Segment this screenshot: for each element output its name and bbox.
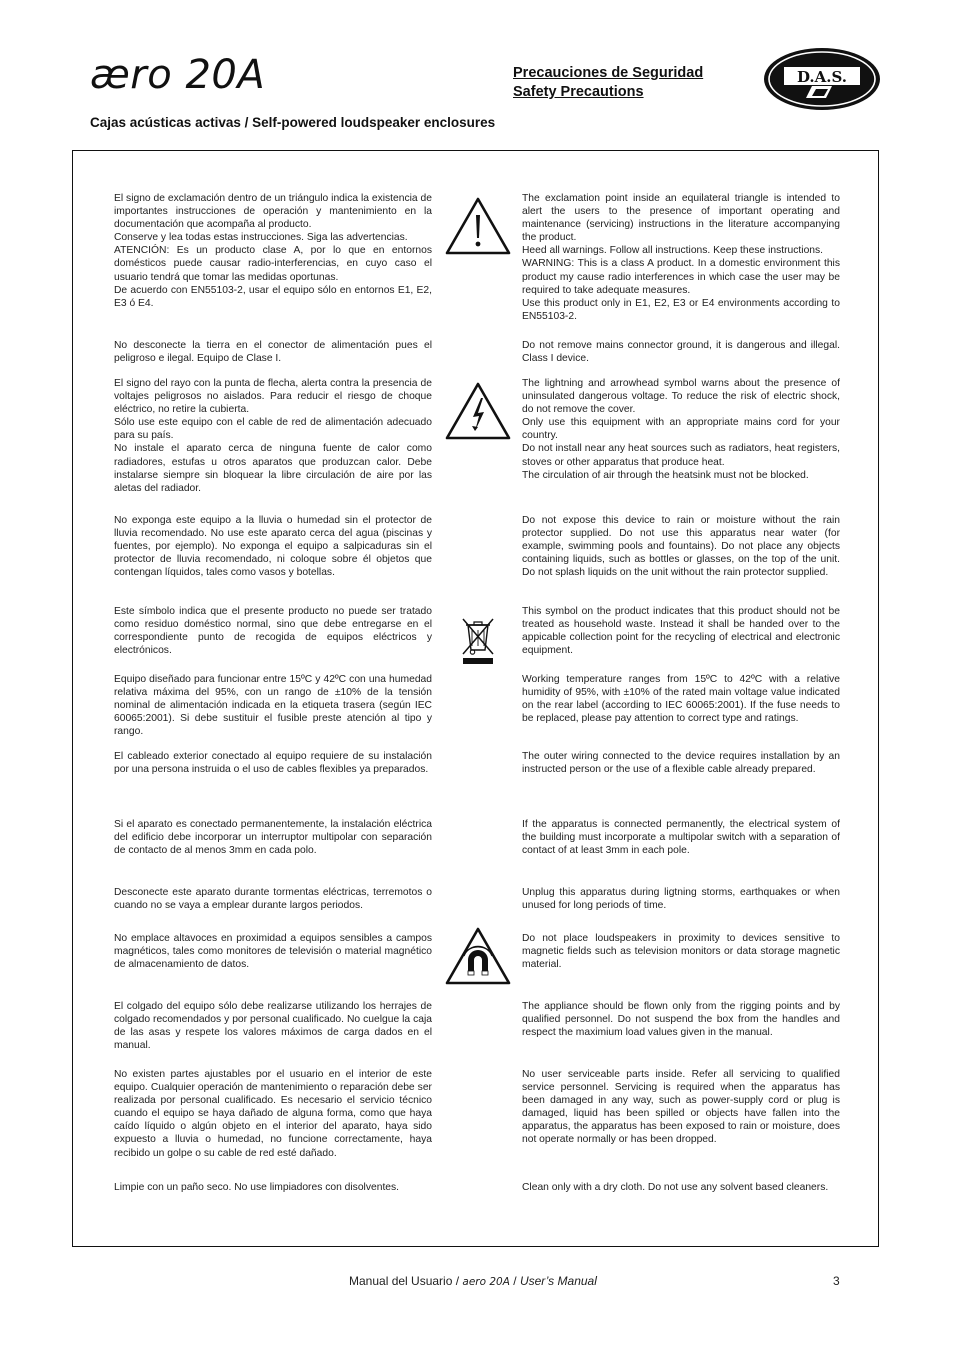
es-paragraph-permanent: Si el aparato es conectado permanentemente, la instalación eléctrica del edificio debe incorporar un interruptor multipolar con separación de contacto de al menos 3mm en cada polo. bbox=[114, 819, 432, 857]
es-paragraph-temperature: Equipo diseñado para funcionar entre 15ºC y 42ºC con una humedad relativa máxima del 95%, con un rango de ±10% de la tensión nominal de alimentación indicada en la etiqueta trasera (según IEC 60065:2001). Si debe sustituir el fusible preste atención al tipo y rango. bbox=[114, 674, 432, 738]
en-paragraph-wiring: The outer wiring connected to the device requires installation by an instructed person or the use of a flexible cable already prepared. bbox=[522, 751, 840, 776]
es-paragraph-weee: Este símbolo indica que el presente producto no puede ser tratado como residuo doméstico normal, sino que debe entregarse en el correspondiente punto de recogida de equipos eléctricos y electrónicos. bbox=[114, 606, 432, 657]
en-paragraph-lightning: The lightning and arrowhead symbol warns about the presence of uninsulated dangerous voltage. To reduce the risk of electric shock, do not remove the cover. Only use this equipment with an appropriate mains cord for your country. Do not install near any heat sources such as radiators, heat registers, stoves or other apparatus that produce heat. The circulation of air through the heatsink must not be blocked. bbox=[522, 378, 840, 481]
heading-spanish: Precauciones de Seguridad bbox=[513, 65, 704, 81]
es-paragraph-exclamation: El signo de exclamación dentro de un triángulo indica la existencia de importantes instrucciones de operación y mantenimiento en la documentación que acompaña al producto. Conserve y lea todas estas instrucciones. Siga las advertencias. ATENCIÓN: Es un producto clase A, por lo que en entornos domésticos puede causar radio-interferencias, en cuyo caso el usuario tendrá que tomar las medidas oportunas. De acuerdo con EN55103-2, usar el equipo sólo en entornos E1, E2, E3 ó E4. bbox=[114, 193, 432, 309]
es-paragraph-servicing: No existen partes ajustables por el usuario en el interior de este equipo. Cualquier operación de mantenimiento o reparación debe ser realizada por personal cualificado. Es necesario el servicio técnico cuando el equipo se haya dañado de alguna forma, como que haya caído líquido o algún objeto en el interior del aparato, haya sido expuesto a lluvia o humedad, no funcione correctamente, haya recibido un golpe o su cable de red esté dañado. bbox=[114, 1069, 432, 1159]
en-paragraph-temperature: Working temperature ranges from 15ºC to 42ºC with a relative humidity of 95%, with ±10% of the rated main voltage value indicated on the rear label (according to IEC 60065:2001). If the fuse needs to be replaced, please pay attention to correct type and ratings. bbox=[522, 674, 840, 725]
es-paragraph-lightning: El signo del rayo con la punta de flecha, alerta contra la presencia de voltajes peligrosos no aislados. Para reducir el riesgo de choque eléctrico, no retire la cubierta. Sólo use este equipo con el cable de red de alimentación adecuado para su país. No instale el aparato cerca de ninguna fuente de calor como radiadores, estufas u otros aparatos que produzcan calor. Debe instalarse siempre sin bloquear la libre circulación de aire por las aletas del radiador. bbox=[114, 378, 432, 494]
page-subtitle: Cajas acústicas activas / Self-powered loudspeaker enclosures bbox=[90, 115, 496, 130]
en-paragraph-permanent: If the apparatus is connected permanently, the electrical system of the building must incorporate a multipolar switch with a separation of contact of at least 3mm in each pole. bbox=[522, 819, 840, 857]
es-paragraph-wiring: El cableado exterior conectado al equipo requiere de su instalación por una persona instruida o el uso de cables flexibles ya preparados. bbox=[114, 751, 432, 776]
exclamation-warning-icon bbox=[444, 196, 512, 256]
es-paragraph-storms: Desconecte este aparato durante tormentas eléctricas, terremotos o cuando no se vaya a emplear durante largos periodos. bbox=[114, 887, 432, 912]
en-paragraph-rigging: The appliance should be flown only from the rigging points and by qualified personnel. Do not suspend the box from the handles and respect the maximium load values given in the manual. bbox=[522, 1001, 840, 1039]
en-paragraph-rain: Do not expose this device to rain or moisture without the rain protector supplied. Do not use this apparatus near water (for example, swimming pools and fountains). Do not place any objects containing liquids, such as bottles or glasses, on the top of the unit. Do not splash liquids on the unit without the rain protector supplied. bbox=[522, 515, 840, 579]
footer-manual-es: Manual del Usuario bbox=[349, 1274, 453, 1288]
product-title: ærо 20A bbox=[90, 52, 266, 98]
en-paragraph-weee: This symbol on the product indicates that this product should not be treated as household waste. Instead it shall be handed over to the appicable collection point for the recycling of electrical and electronic equipment. bbox=[522, 606, 840, 657]
footer-model: aero 20A bbox=[462, 1276, 510, 1288]
weee-bin-icon bbox=[459, 616, 497, 666]
heading-english: Safety Precautions bbox=[513, 84, 644, 100]
es-paragraph-cleaning: Limpie con un paño seco. No use limpiadores con disolventes. bbox=[114, 1182, 400, 1193]
en-paragraph-storms: Unplug this apparatus during ligtning storms, earthquakes or when unused for long periods of time. bbox=[522, 887, 840, 912]
en-paragraph-magnetic: Do not place loudspeakers in proximity to devices sensitive to magnetic fields such as television monitors or data storage magnetic material. bbox=[522, 933, 840, 971]
en-paragraph-cleaning: Clean only with a dry cloth. Do not use any solvent based cleaners. bbox=[522, 1182, 829, 1193]
footer-manual-title bbox=[349, 1274, 597, 1288]
lightning-warning-icon bbox=[444, 381, 512, 441]
en-paragraph-servicing: No user serviceable parts inside. Refer all servicing to qualified service personnel. Servicing is required when the apparatus has been damaged in any way, such as power-supply cord or plug is damaged, liquid has been spilled or objects have fallen into the apparatus, the apparatus has been exposed to rain or moisture, does not operate normally or has been dropped. bbox=[522, 1069, 840, 1146]
page-number: 3 bbox=[833, 1274, 840, 1288]
en-paragraph-ground: Do not remove mains connector ground, it is dangerous and illegal. Class I device. bbox=[522, 340, 840, 365]
logo-text: D.A.S. bbox=[796, 68, 848, 86]
en-paragraph-exclamation: The exclamation point inside an equilateral triangle is intended to alert the users to the presence of important operating and maintenance (servicing) instructions in the literature accompanying the product. Heed all warnings. Follow all instructions. Keep these instructions. WARNING: This is a class A product. In a domestic environment this product my cause radio interferences in which case the user may be required to take adequate measures. Use this product only in E1, E2, E3 or E4 environments according to EN55103-2. bbox=[522, 193, 840, 322]
es-paragraph-ground: No desconecte la tierra en el conector de alimentación pues el peligroso e ilegal. Equipo de Clase I. bbox=[114, 340, 432, 365]
das-logo bbox=[762, 46, 882, 112]
es-paragraph-rain: No exponga este equipo a la lluvia o humedad sin el protector de lluvia recomendado. No use este aparato cerca del agua (piscinas y fuentes, por ejemplo). No exponga el equipo a salpicaduras sin el protector de lluvia recomendado, ni coloque sobre él objetos que contengan líquidos, tales como vasos y botellas. bbox=[114, 515, 432, 579]
footer-manual-en: User’s Manual bbox=[519, 1274, 597, 1288]
es-paragraph-rigging: El colgado del equipo sólo debe realizarse utilizando los herrajes de colgado recomendados y por personal cualificado. No cuelgue la caja de las asas y respete los valores máximos de carga dados en el manual. bbox=[114, 1001, 432, 1052]
magnet-warning-icon bbox=[444, 926, 512, 986]
footer-separator: / bbox=[509, 1274, 520, 1288]
es-paragraph-magnetic: No emplace altavoces en proximidad a equipos sensibles a campos magnéticos, tales como monitores de televisión o material magnético de almacenamiento de datos. bbox=[114, 933, 432, 971]
section-headings bbox=[513, 64, 703, 102]
footer-separator: / bbox=[452, 1274, 463, 1288]
